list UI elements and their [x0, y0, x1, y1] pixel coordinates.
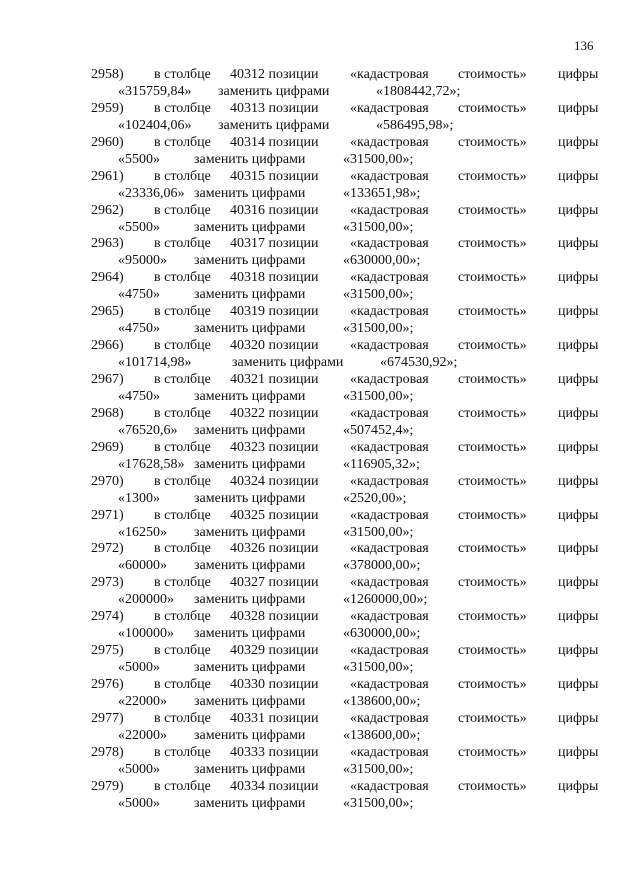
amendment-item: [0, 540, 640, 574]
position-text: [230, 676, 319, 693]
new-value: «630000,00»;: [343, 253, 421, 269]
position-label: позиции: [268, 575, 319, 591]
position-label: позиции: [268, 778, 319, 794]
position-text: [230, 405, 319, 422]
in-column-label: в столбце: [154, 134, 211, 150]
replace-label: заменить цифрами: [194, 592, 306, 608]
old-value: «200000»: [118, 592, 174, 608]
position-number: 40329: [230, 643, 265, 659]
cost-label: стоимость»: [458, 405, 527, 421]
replace-label: заменить цифрами: [194, 795, 306, 811]
page-number: 136: [574, 38, 594, 53]
new-value: «630000,00»;: [343, 626, 421, 642]
amendment-item: [0, 676, 640, 710]
position-text: [230, 608, 319, 625]
cadastral-label: «кадастровая: [350, 202, 429, 218]
position-label: позиции: [268, 507, 319, 523]
in-column-label: в столбце: [154, 710, 211, 726]
digits-label: цифры: [558, 710, 599, 726]
position-text: [230, 778, 319, 795]
position-number: 40333: [230, 744, 265, 760]
digits-label: цифры: [558, 236, 599, 252]
digits-label: цифры: [558, 270, 599, 286]
cost-label: стоимость»: [458, 677, 527, 693]
in-column-label: в столбце: [154, 270, 211, 286]
amendment-item: [0, 405, 640, 439]
item-number: 2966): [91, 338, 124, 354]
replace-label: заменить цифрами: [194, 727, 306, 743]
old-value: «16250»: [118, 524, 167, 540]
cadastral-label: «кадастровая: [350, 236, 429, 252]
position-label: позиции: [268, 744, 319, 760]
replace-label: заменить цифрами: [194, 389, 306, 405]
new-value: «674530,92»;: [380, 355, 458, 371]
item-number: 2963): [91, 236, 124, 252]
replace-label: заменить цифрами: [194, 626, 306, 642]
new-value: «378000,00»;: [343, 558, 421, 574]
cadastral-label: «кадастровая: [350, 338, 429, 354]
position-text: [230, 66, 319, 83]
digits-label: цифры: [558, 405, 599, 421]
item-number: 2975): [91, 643, 124, 659]
old-value: «5000»: [118, 761, 160, 777]
cost-label: стоимость»: [458, 304, 527, 320]
digits-label: цифры: [558, 643, 599, 659]
old-value: «1300»: [118, 490, 160, 506]
position-label: позиции: [268, 710, 319, 726]
old-value: «4750»: [118, 287, 160, 303]
in-column-label: в столбце: [154, 439, 211, 455]
cadastral-label: «кадастровая: [350, 778, 429, 794]
cost-label: стоимость»: [458, 710, 527, 726]
cadastral-label: «кадастровая: [350, 372, 429, 388]
position-label: позиции: [268, 643, 319, 659]
cadastral-label: «кадастровая: [350, 575, 429, 591]
digits-label: цифры: [558, 575, 599, 591]
position-label: позиции: [268, 236, 319, 252]
position-number: 40324: [230, 473, 265, 489]
replace-label: заменить цифрами: [194, 694, 306, 710]
in-column-label: в столбце: [154, 507, 211, 523]
position-text: [230, 507, 319, 524]
amendment-item: [0, 642, 640, 676]
replace-label: заменить цифрами: [194, 321, 306, 337]
replace-label: заменить цифрами: [194, 422, 306, 438]
new-value: «31500,00»;: [343, 389, 414, 405]
old-value: «22000»: [118, 694, 167, 710]
position-text: [230, 439, 319, 456]
position-text: [230, 473, 319, 490]
cost-label: стоимость»: [458, 372, 527, 388]
new-value: «116905,32»;: [343, 456, 420, 472]
cost-label: стоимость»: [458, 236, 527, 252]
item-number: 2968): [91, 405, 124, 421]
cost-label: стоимость»: [458, 473, 527, 489]
digits-label: цифры: [558, 304, 599, 320]
position-label: позиции: [268, 372, 319, 388]
position-label: позиции: [268, 202, 319, 218]
item-number: 2970): [91, 473, 124, 489]
position-text: [230, 168, 319, 185]
digits-label: цифры: [558, 372, 599, 388]
digits-label: цифры: [558, 168, 599, 184]
old-value: «5000»: [118, 795, 160, 811]
replace-label: заменить цифрами: [194, 185, 306, 201]
item-number: 2977): [91, 710, 124, 726]
in-column-label: в столбце: [154, 778, 211, 794]
cadastral-label: «кадастровая: [350, 473, 429, 489]
digits-label: цифры: [558, 67, 599, 82]
position-label: позиции: [268, 609, 319, 625]
new-value: «1808442,72»;: [376, 84, 461, 99]
item-number: 2978): [91, 744, 124, 760]
new-value: «507452,4»;: [343, 422, 414, 438]
in-column-label: в столбце: [154, 744, 211, 760]
amendment-item: [0, 744, 640, 778]
in-column-label: в столбце: [154, 575, 211, 591]
position-number: 40331: [230, 710, 265, 726]
cost-label: стоимость»: [458, 507, 527, 523]
digits-label: цифры: [558, 439, 599, 455]
position-number: 40320: [230, 338, 265, 354]
cadastral-label: «кадастровая: [350, 270, 429, 286]
position-label: позиции: [268, 100, 319, 116]
position-label: позиции: [268, 168, 319, 184]
position-number: 40325: [230, 507, 265, 523]
amendment-list: [0, 66, 640, 812]
item-number: 2965): [91, 304, 124, 320]
position-text: [230, 371, 319, 388]
new-value: «2520,00»;: [343, 490, 407, 506]
in-column-label: в столбце: [154, 236, 211, 252]
amendment-item: [0, 710, 640, 744]
position-number: 40326: [230, 541, 265, 557]
cadastral-label: «кадастровая: [350, 134, 429, 150]
cadastral-label: «кадастровая: [350, 643, 429, 659]
digits-label: цифры: [558, 541, 599, 557]
in-column-label: в столбце: [154, 643, 211, 659]
position-label: позиции: [268, 304, 319, 320]
item-number: 2958): [91, 67, 124, 82]
old-value: «4750»: [118, 389, 160, 405]
new-value: «31500,00»;: [343, 219, 414, 235]
amendment-item: [0, 100, 640, 134]
position-number: 40316: [230, 202, 265, 218]
position-label: позиции: [268, 439, 319, 455]
position-label: позиции: [268, 338, 319, 354]
old-value: «23336,06»: [118, 185, 185, 201]
position-text: [230, 235, 319, 252]
position-number: 40322: [230, 405, 265, 421]
cost-label: стоимость»: [458, 202, 527, 218]
item-number: 2961): [91, 168, 124, 184]
position-text: [230, 134, 319, 151]
item-number: 2976): [91, 677, 124, 693]
amendment-item: [0, 66, 640, 100]
in-column-label: в столбце: [154, 338, 211, 354]
cadastral-label: «кадастровая: [350, 168, 429, 184]
position-text: [230, 642, 319, 659]
position-number: 40334: [230, 778, 265, 794]
amendment-item: [0, 269, 640, 303]
replace-label: заменить цифрами: [194, 219, 306, 235]
item-number: 2971): [91, 507, 124, 523]
new-value: «133651,98»;: [343, 185, 421, 201]
cost-label: стоимость»: [458, 338, 527, 354]
cadastral-label: «кадастровая: [350, 609, 429, 625]
new-value: «1260000,00»;: [343, 592, 428, 608]
old-value: «95000»: [118, 253, 167, 269]
in-column-label: в столбце: [154, 473, 211, 489]
new-value: «31500,00»;: [343, 151, 414, 167]
amendment-item: [0, 473, 640, 507]
amendment-item: [0, 235, 640, 269]
digits-label: цифры: [558, 778, 599, 794]
position-text: [230, 202, 319, 219]
amendment-item: [0, 371, 640, 405]
item-number: 2974): [91, 609, 124, 625]
new-value: «31500,00»;: [343, 524, 414, 540]
cadastral-label: «кадастровая: [350, 541, 429, 557]
in-column-label: в столбце: [154, 202, 211, 218]
position-number: 40321: [230, 372, 265, 388]
position-text: [230, 710, 319, 727]
position-number: 40313: [230, 100, 265, 116]
amendment-item: [0, 608, 640, 642]
amendment-item: [0, 202, 640, 236]
amendment-item: [0, 337, 640, 371]
cost-label: стоимость»: [458, 575, 527, 591]
old-value: «60000»: [118, 558, 167, 574]
replace-label: заменить цифрами: [194, 761, 306, 777]
in-column-label: в столбце: [154, 372, 211, 388]
amendment-item: [0, 507, 640, 541]
digits-label: цифры: [558, 609, 599, 625]
replace-label: заменить цифрами: [194, 287, 306, 303]
position-text: [230, 337, 319, 354]
position-label: позиции: [268, 270, 319, 286]
replace-label: заменить цифрами: [194, 253, 306, 269]
position-number: 40328: [230, 609, 265, 625]
old-value: «17628,58»: [118, 456, 185, 472]
replace-label: заменить цифрами: [194, 490, 306, 506]
position-label: позиции: [268, 67, 319, 82]
position-label: позиции: [268, 473, 319, 489]
item-number: 2969): [91, 439, 124, 455]
position-text: [230, 540, 319, 557]
old-value: «102404,06»: [118, 117, 192, 133]
digits-label: цифры: [558, 473, 599, 489]
cadastral-label: «кадастровая: [350, 304, 429, 320]
old-value: «101714,98»: [118, 355, 192, 371]
digits-label: цифры: [558, 100, 599, 116]
replace-label: заменить цифрами: [194, 151, 306, 167]
replace-label: заменить цифрами: [194, 660, 306, 676]
position-number: 40314: [230, 134, 265, 150]
cadastral-label: «кадастровая: [350, 67, 429, 82]
digits-label: цифры: [558, 677, 599, 693]
in-column-label: в столбце: [154, 609, 211, 625]
old-value: «22000»: [118, 727, 167, 743]
old-value: «5500»: [118, 151, 160, 167]
in-column-label: в столбце: [154, 405, 211, 421]
cadastral-label: «кадастровая: [350, 100, 429, 116]
item-number: 2964): [91, 270, 124, 286]
new-value: «31500,00»;: [343, 287, 414, 303]
cost-label: стоимость»: [458, 134, 527, 150]
cadastral-label: «кадастровая: [350, 677, 429, 693]
position-number: 40327: [230, 575, 265, 591]
cost-label: стоимость»: [458, 100, 527, 116]
cost-label: стоимость»: [458, 778, 527, 794]
cost-label: стоимость»: [458, 541, 527, 557]
replace-label: заменить цифрами: [194, 524, 306, 540]
new-value: «138600,00»;: [343, 694, 421, 710]
cost-label: стоимость»: [458, 643, 527, 659]
amendment-item: [0, 303, 640, 337]
cadastral-label: «кадастровая: [350, 507, 429, 523]
digits-label: цифры: [558, 744, 599, 760]
digits-label: цифры: [558, 134, 599, 150]
position-label: позиции: [268, 677, 319, 693]
old-value: «4750»: [118, 321, 160, 337]
item-number: 2960): [91, 134, 124, 150]
cost-label: стоимость»: [458, 744, 527, 760]
cost-label: стоимость»: [458, 67, 527, 82]
replace-label: заменить цифрами: [232, 355, 344, 371]
cost-label: стоимость»: [458, 609, 527, 625]
replace-label: заменить цифрами: [218, 117, 330, 133]
old-value: «76520,6»: [118, 422, 178, 438]
position-number: 40318: [230, 270, 265, 286]
item-number: 2973): [91, 575, 124, 591]
cost-label: стоимость»: [458, 439, 527, 455]
amendment-item: [0, 778, 640, 812]
new-value: «31500,00»;: [343, 761, 414, 777]
item-number: 2962): [91, 202, 124, 218]
new-value: «586495,98»;: [376, 117, 454, 133]
position-text: [230, 269, 319, 286]
in-column-label: в столбце: [154, 168, 211, 184]
old-value: «5500»: [118, 219, 160, 235]
position-text: [230, 303, 319, 320]
amendment-item: [0, 439, 640, 473]
position-number: 40319: [230, 304, 265, 320]
cadastral-label: «кадастровая: [350, 710, 429, 726]
in-column-label: в столбце: [154, 541, 211, 557]
position-number: 40323: [230, 439, 265, 455]
cadastral-label: «кадастровая: [350, 405, 429, 421]
position-number: 40330: [230, 677, 265, 693]
cadastral-label: «кадастровая: [350, 744, 429, 760]
new-value: «31500,00»;: [343, 321, 414, 337]
item-number: 2967): [91, 372, 124, 388]
cadastral-label: «кадастровая: [350, 439, 429, 455]
position-label: позиции: [268, 405, 319, 421]
digits-label: цифры: [558, 338, 599, 354]
amendment-item: [0, 168, 640, 202]
replace-label: заменить цифрами: [194, 558, 306, 574]
item-number: 2979): [91, 778, 124, 794]
replace-label: заменить цифрами: [218, 84, 330, 99]
replace-label: заменить цифрами: [194, 456, 306, 472]
digits-label: цифры: [558, 507, 599, 523]
position-number: 40312: [230, 67, 265, 82]
amendment-item: [0, 574, 640, 608]
new-value: «138600,00»;: [343, 727, 421, 743]
position-number: 40315: [230, 168, 265, 184]
position-number: 40317: [230, 236, 265, 252]
old-value: «100000»: [118, 626, 174, 642]
old-value: «315759,84»: [118, 84, 192, 99]
new-value: «31500,00»;: [343, 660, 414, 676]
position-label: позиции: [268, 134, 319, 150]
item-number: 2972): [91, 541, 124, 557]
in-column-label: в столбце: [154, 677, 211, 693]
position-label: позиции: [268, 541, 319, 557]
old-value: «5000»: [118, 660, 160, 676]
position-text: [230, 574, 319, 591]
in-column-label: в столбце: [154, 304, 211, 320]
cost-label: стоимость»: [458, 168, 527, 184]
position-text: [230, 744, 319, 761]
cost-label: стоимость»: [458, 270, 527, 286]
new-value: «31500,00»;: [343, 795, 414, 811]
position-text: [230, 100, 319, 117]
in-column-label: в столбце: [154, 100, 211, 116]
item-number: 2959): [91, 100, 124, 116]
amendment-item: [0, 134, 640, 168]
digits-label: цифры: [558, 202, 599, 218]
in-column-label: в столбце: [154, 67, 211, 82]
